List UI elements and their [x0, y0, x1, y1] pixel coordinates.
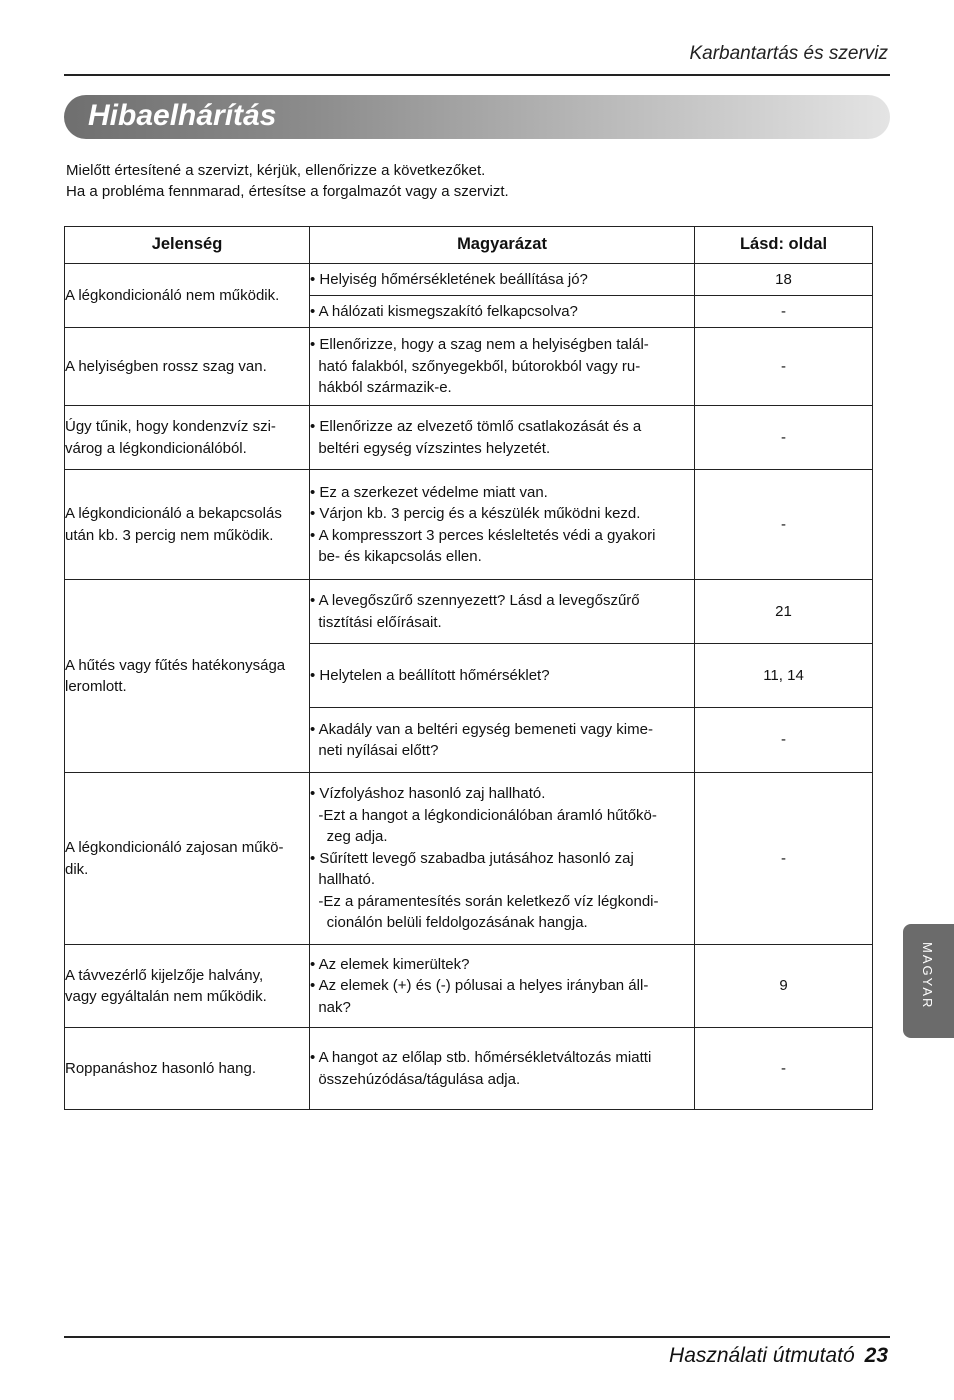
page-ref-cell: 21: [695, 580, 873, 644]
explanation-cell: [310, 470, 695, 580]
symptom-line: Roppanáshoz hasonló hang.: [65, 1059, 256, 1077]
explanation-line: tisztítási előírásait.: [310, 613, 442, 631]
column-header-explanation: Magyarázat: [310, 227, 695, 264]
explanation-line: hallható.: [310, 871, 376, 889]
symptom-cell: [65, 773, 310, 945]
table-row: [65, 470, 873, 580]
symptom-line: A légkondicionáló zajosan műkö-: [65, 839, 284, 856]
symptom-line: A helyiségben rossz szag van.: [65, 357, 267, 375]
symptom-cell: [65, 470, 310, 580]
explanation-line: • Akadály van a beltéri egység bemeneti vagy kime-: [310, 720, 653, 738]
explanation-line: cionálón belüli feldolgozásának hangja.: [310, 914, 588, 932]
explanation-line: • Sűrített levegő szabadba jutásához hasonló zaj: [310, 849, 634, 867]
symptom-cell: [65, 580, 310, 773]
intro-text: [66, 160, 509, 202]
explanation-cell: [310, 945, 695, 1028]
page-ref-cell: 11, 14: [695, 644, 873, 708]
explanation-cell: [310, 580, 695, 644]
explanation-line: • Várjon kb. 3 percig és a készülék működni kezd.: [310, 505, 641, 522]
symptom-line: Úgy tűnik, hogy kondenzvíz szi-: [65, 418, 276, 435]
page-ref-cell: -: [695, 470, 873, 580]
column-header-page: Lásd: oldal: [695, 227, 873, 264]
explanation-line: • Ellenőrizze, hogy a szag nem a helyiségben talál-: [310, 336, 649, 354]
page-title: Hibaelhárítás: [88, 99, 277, 132]
table-row: [65, 1028, 873, 1110]
table-row: [65, 773, 873, 945]
symptom-line: várog a légkondicionálóból.: [65, 439, 247, 457]
symptom-line: vagy egyáltalán nem működik.: [65, 988, 267, 1005]
table-row: [65, 580, 873, 644]
page-ref-cell: -: [695, 328, 873, 406]
table-row: [65, 406, 873, 470]
table-row: [65, 328, 873, 406]
page-ref-cell: 9: [695, 945, 873, 1028]
page-ref-cell: -: [695, 406, 873, 470]
symptom-cell: [65, 264, 310, 328]
explanation-line: • A levegőszűrő szennyezett? Lásd a levegőszűrő: [310, 592, 640, 609]
table-row: [65, 945, 873, 1028]
explanation-cell: [310, 773, 695, 945]
explanation-line: nak?: [310, 998, 351, 1016]
explanation-cell: [310, 406, 695, 470]
page-ref-cell: -: [695, 296, 873, 328]
title-banner: [64, 95, 890, 139]
symptom-cell: [65, 945, 310, 1028]
symptom-line: A légkondicionáló a bekapcsolás: [65, 505, 282, 522]
intro-line: Mielőtt értesítené a szervizt, kérjük, ellenőrizze a következőket.: [66, 162, 486, 179]
explanation-line: • Az elemek kimerültek?: [310, 955, 470, 973]
explanation-line: • Az elemek (+) és (-) pólusai a helyes irányban áll-: [310, 977, 649, 995]
explanation-line: • Helyiség hőmérsékletének beállítása jó?: [310, 270, 588, 288]
explanation-line: zeg adja.: [310, 828, 388, 846]
column-header-symptom: Jelenség: [65, 227, 310, 264]
table-row: [65, 264, 873, 296]
explanation-cell: [310, 296, 695, 328]
page-ref-cell: -: [695, 1028, 873, 1110]
explanation-line: ható falakból, szőnyegekből, bútorokból vagy ru-: [310, 357, 641, 375]
page-ref-cell: -: [695, 773, 873, 945]
explanation-line: • Vízfolyáshoz hasonló zaj hallható.: [310, 785, 546, 803]
symptom-line: leromlott.: [65, 678, 127, 695]
explanation-line: • A hálózati kismegszakító felkapcsolva?: [310, 302, 578, 320]
explanation-line: hákból származik-e.: [310, 379, 452, 397]
page-ref-cell: -: [695, 708, 873, 773]
troubleshooting-table: [64, 226, 873, 1110]
explanation-line: -Ez a páramentesítés során keletkező víz légkondi-: [310, 892, 659, 910]
explanation-line: • Ez a szerkezet védelme miatt van.: [310, 483, 548, 501]
explanation-line: összehúzódása/tágulása adja.: [310, 1070, 521, 1088]
symptom-line: A távvezérlő kijelzője halvány,: [65, 966, 264, 984]
table-header-row: [65, 227, 873, 264]
footer-title: Használati útmutató: [669, 1344, 855, 1367]
page-number: 23: [864, 1344, 888, 1367]
explanation-cell: [310, 1028, 695, 1110]
explanation-line: • A hangot az előlap stb. hőmérsékletváltozás miatti: [310, 1049, 652, 1066]
symptom-line: A légkondicionáló nem működik.: [65, 286, 280, 304]
table-body: [65, 264, 873, 1110]
symptom-cell: [65, 1028, 310, 1110]
explanation-line: neti nyílásai előtt?: [310, 742, 439, 759]
explanation-cell: [310, 644, 695, 708]
explanation-cell: [310, 264, 695, 296]
symptom-line: után kb. 3 percig nem működik.: [65, 526, 274, 544]
language-tab: [903, 924, 954, 1038]
explanation-line: beltéri egység vízszintes helyzetét.: [310, 439, 551, 457]
explanation-line: -Ezt a hangot a légkondicionálóban áramló hűtőkö-: [310, 806, 657, 824]
explanation-line: be- és kikapcsolás ellen.: [310, 548, 482, 565]
intro-line: Ha a probléma fennmarad, értesítse a forgalmazót vagy a szervizt.: [66, 183, 509, 200]
language-tab-label: MAGYAR: [920, 942, 935, 1010]
bottom-divider: [64, 1336, 890, 1338]
symptom-cell: [65, 406, 310, 470]
page-ref-cell: 18: [695, 264, 873, 296]
symptom-line: dik.: [65, 860, 89, 878]
explanation-line: • Helytelen a beállított hőmérséklet?: [310, 666, 550, 684]
explanation-line: • Ellenőrizze az elvezető tömlő csatlakozását és a: [310, 418, 642, 435]
symptom-line: A hűtés vagy fűtés hatékonysága: [65, 656, 286, 674]
symptom-cell: [65, 328, 310, 406]
header-section-title: Karbantartás és szerviz: [689, 43, 888, 64]
explanation-cell: [310, 708, 695, 773]
top-divider: [64, 74, 890, 76]
explanation-line: • A kompresszort 3 perces késleltetés védi a gyakori: [310, 526, 656, 544]
footer: [669, 1344, 888, 1368]
explanation-cell: [310, 328, 695, 406]
